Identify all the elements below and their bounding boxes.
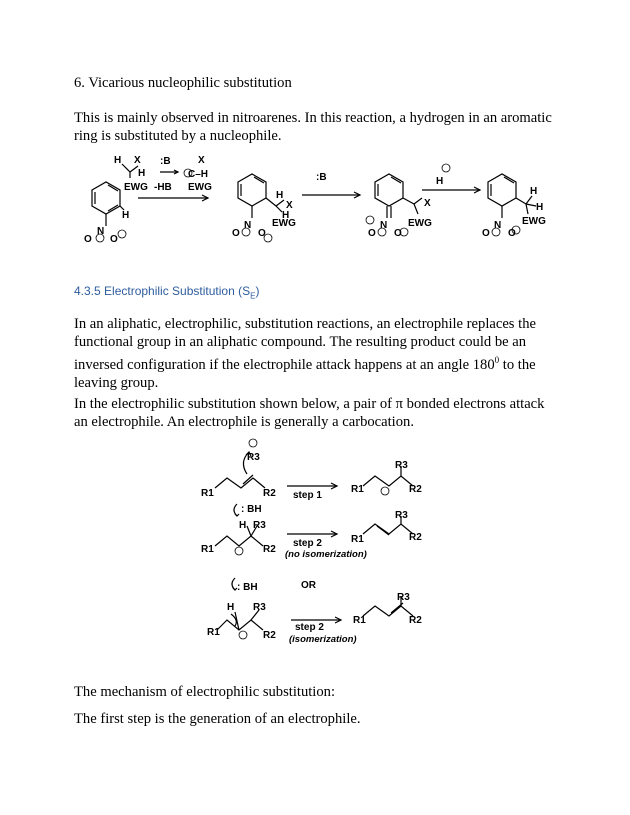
prod-h2-label: H — [536, 202, 544, 213]
nitro-o-label: O — [84, 234, 92, 245]
paragraph-electrophilic-2: In the electrophilic substitution shown below, a pair of π bonded electrons attack an electrophile. An electrophile is generally a carbocation. — [74, 396, 545, 430]
row2-step2-label: step 2 — [293, 538, 322, 549]
row3-prod-r3-label: R3 — [397, 592, 410, 603]
mechanism-first-step: The first step is the generation of an electrophile. — [74, 711, 361, 727]
int2-ewg-label: EWG — [408, 218, 432, 229]
base2-label: :B — [316, 172, 327, 183]
reagent-x-label: X — [134, 155, 141, 166]
step1-label: step 1 — [293, 490, 322, 501]
reagent-ewg-label: EWG — [124, 182, 148, 193]
minus-hb-label: -HB — [154, 182, 172, 193]
no-isomerization-label: (no isomerization) — [285, 549, 367, 560]
mechanism-heading: The mechanism of electrophilic substitution: — [74, 684, 336, 700]
prod-ewg-label: EWG — [522, 216, 546, 227]
int1-x-label: X — [286, 200, 293, 211]
prod-o2-label: O — [508, 228, 516, 239]
int2-x-label: X — [424, 198, 431, 209]
paragraph-vicarious: This is mainly observed in nitroarenes. In this reaction, a hydrogen in an aromatic ring is substituted by a nucleophile. — [74, 110, 552, 144]
row3-r3-label: R3 — [253, 602, 266, 613]
se-reaction-scheme — [195, 434, 445, 654]
row2-prod-r3-label: R3 — [395, 510, 408, 521]
row1-r1-label: R1 — [201, 488, 214, 499]
benzene-ring — [92, 182, 120, 214]
row2-r2-label: R2 — [263, 544, 276, 555]
row2-prod-r2-label: R2 — [409, 532, 422, 543]
row3-step2-label: step 2 — [295, 622, 324, 633]
isomerization-label: (isomerization) — [289, 634, 357, 645]
reagent-h2-label: H — [138, 168, 146, 179]
electrophile-r3-label: R3 — [247, 452, 260, 463]
anion-x-label: X — [198, 155, 205, 166]
int2-o2-label: O — [394, 228, 402, 239]
prod-h-label: H — [530, 186, 538, 197]
vns-reaction-scheme — [70, 150, 560, 260]
row1-prod-r1-label: R1 — [351, 484, 364, 495]
int1-ewg-label: EWG — [272, 218, 296, 229]
row3-prod-r2-label: R2 — [409, 615, 422, 626]
nitro-n-label: N — [97, 226, 105, 237]
row2-prod-r1-label: R1 — [351, 534, 364, 545]
row2-h-label: H — [239, 520, 247, 531]
int1-h2-label: H — [282, 210, 290, 221]
anion-ch-label: C–H — [188, 169, 209, 180]
prod-n-label: N — [494, 220, 502, 231]
prod-o-label: O — [482, 228, 490, 239]
int2-o-label: O — [368, 228, 376, 239]
int1-h-label: H — [276, 190, 284, 201]
paragraph-electrophilic-1: In an aliphatic, electrophilic, substitution reactions, an electrophile replaces the functional group in an aliphatic compound. The resulting product could be an inversed configuration if the electrophile attack happens at an angle $180^0$ to the leaving group. — [74, 316, 536, 391]
proton-h-label: H — [436, 176, 444, 187]
int1-n-label: N — [244, 220, 252, 231]
row3-bh-label: : BH — [237, 582, 258, 593]
row3-prod-r1-label: R1 — [353, 615, 366, 626]
int2-n-label: N — [380, 220, 388, 231]
row2-r1-label: R1 — [201, 544, 214, 555]
row3-r1-label: R1 — [207, 627, 220, 638]
row3-r2-label: R2 — [263, 630, 276, 641]
anion-ewg-label: EWG — [188, 182, 212, 193]
int1-o2-label: O — [258, 228, 266, 239]
nitro-o2-label: O — [110, 234, 118, 245]
row2-r3-label: R3 — [253, 520, 266, 531]
row1-prod-r2-label: R2 — [409, 484, 422, 495]
section-heading-electrophilic: 4.3.5 Electrophilic Substitution $(S_E)$ — [74, 284, 260, 301]
row1-prod-r3-label: R3 — [395, 460, 408, 471]
or-label: OR — [301, 580, 316, 591]
row2-bh-label: : BH — [241, 504, 262, 515]
ring-h-label: H — [122, 210, 130, 221]
row1-r2-label: R2 — [263, 488, 276, 499]
int1-o-label: O — [232, 228, 240, 239]
base-label: :B — [160, 156, 171, 167]
section-heading-vicarious: 6. Vicarious nucleophilic substitution — [74, 75, 292, 91]
row3-h-label: H — [227, 602, 235, 613]
reagent-h-label: H — [114, 155, 122, 166]
